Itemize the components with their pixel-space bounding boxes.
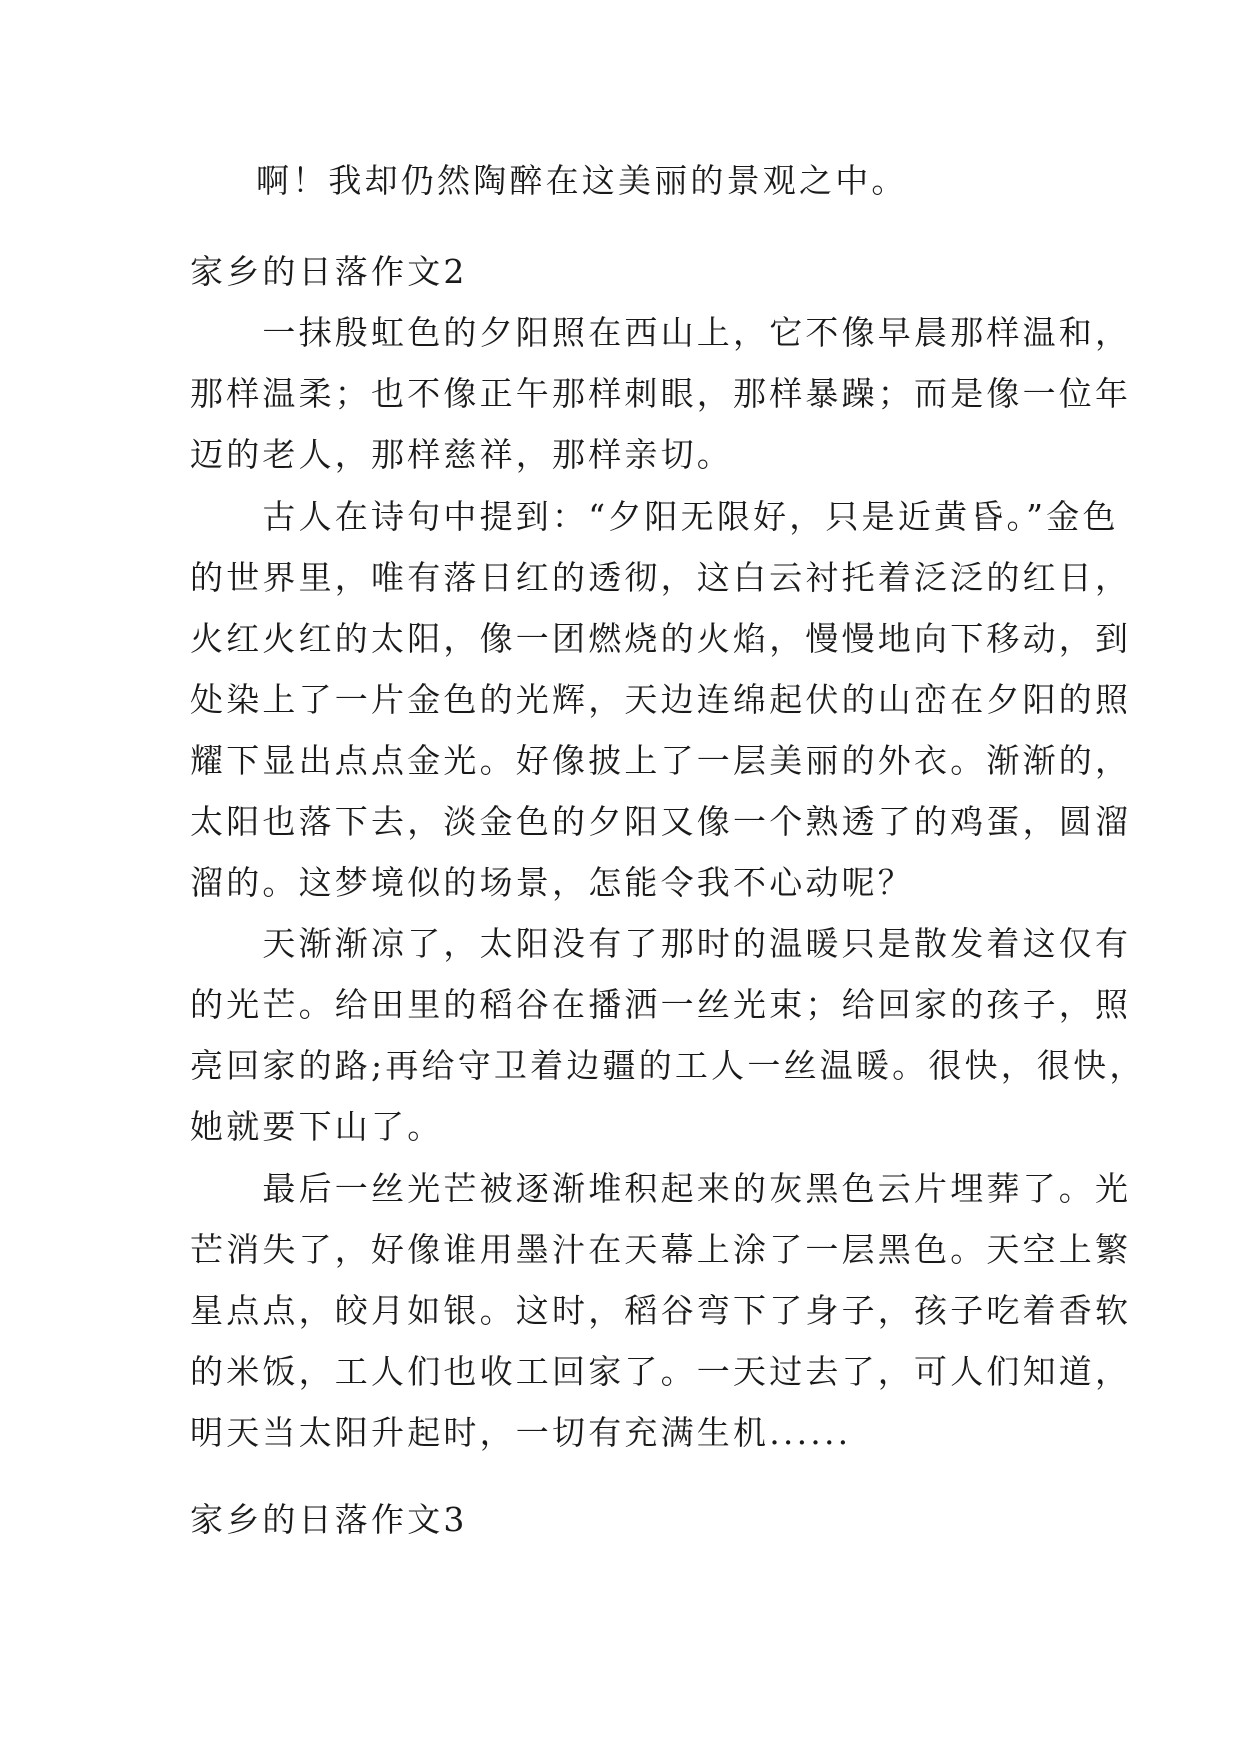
paragraph-line: 亮回家的路;再给守卫着边疆的工人一丝温暖。很快，很快， bbox=[190, 1046, 1146, 1085]
paragraph-line: 啊！我却仍然陶醉在这美丽的景观之中。 bbox=[256, 161, 908, 200]
section-heading-2: 家乡的日落作文2 bbox=[190, 252, 468, 291]
paragraph-line: 的世界里，唯有落日红的透彻，这白云衬托着泛泛的红日， bbox=[190, 558, 1132, 597]
paragraph-line: 古人在诗句中提到：“夕阳无限好，只是近黄昏。”金色 bbox=[190, 497, 1119, 536]
paragraph-line: 的米饭，工人们也收工回家了。一天过去了，可人们知道， bbox=[190, 1352, 1132, 1391]
section2-paragraph-1 bbox=[190, 302, 1132, 485]
paragraph-line: 明天当太阳升起时，一切有充满生机...... bbox=[190, 1413, 852, 1452]
paragraph-line: 最后一丝光芒被逐渐堆积起来的灰黑色云片埋葬了。光 bbox=[190, 1169, 1132, 1208]
paragraph-line: 那样温柔；也不像正午那样刺眼，那样暴躁；而是像一位年 bbox=[190, 374, 1132, 413]
section2-paragraph-4 bbox=[190, 1158, 1132, 1463]
paragraph-line: 一抹殷虹色的夕阳照在西山上，它不像早晨那样温和， bbox=[190, 313, 1132, 352]
paragraph-line: 耀下显出点点金光。好像披上了一层美丽的外衣。渐渐的， bbox=[190, 741, 1132, 780]
section2-paragraph-3 bbox=[190, 913, 1146, 1157]
section-heading-3: 家乡的日落作文3 bbox=[190, 1500, 468, 1539]
section2-paragraph-2 bbox=[190, 486, 1132, 913]
paragraph-line: 天渐渐凉了，太阳没有了那时的温暖只是散发着这仅有 bbox=[190, 924, 1132, 963]
paragraph-line: 的光芒。给田里的稻谷在播洒一丝光束；给回家的孩子，照 bbox=[190, 985, 1132, 1024]
paragraph-line: 芒消失了，好像谁用墨汁在天幕上涂了一层黑色。天空上繁 bbox=[190, 1230, 1132, 1269]
paragraph-line: 溜的。这梦境似的场景，怎能令我不心动呢？ bbox=[190, 863, 914, 902]
paragraph-line: 太阳也落下去，淡金色的夕阳又像一个熟透了的鸡蛋，圆溜 bbox=[190, 802, 1132, 841]
paragraph-line: 她就要下山了。 bbox=[190, 1107, 444, 1146]
paragraph-line: 火红火红的太阳，像一团燃烧的火焰，慢慢地向下移动，到 bbox=[190, 619, 1132, 658]
paragraph-line: 迈的老人，那样慈祥，那样亲切。 bbox=[190, 435, 733, 474]
paragraph-line: 处染上了一片金色的光辉，天边连绵起伏的山峦在夕阳的照 bbox=[190, 680, 1132, 719]
paragraph-line: 星点点，皎月如银。这时，稻谷弯下了身子，孩子吃着香软 bbox=[190, 1291, 1132, 1330]
intro-paragraph bbox=[190, 150, 1070, 211]
